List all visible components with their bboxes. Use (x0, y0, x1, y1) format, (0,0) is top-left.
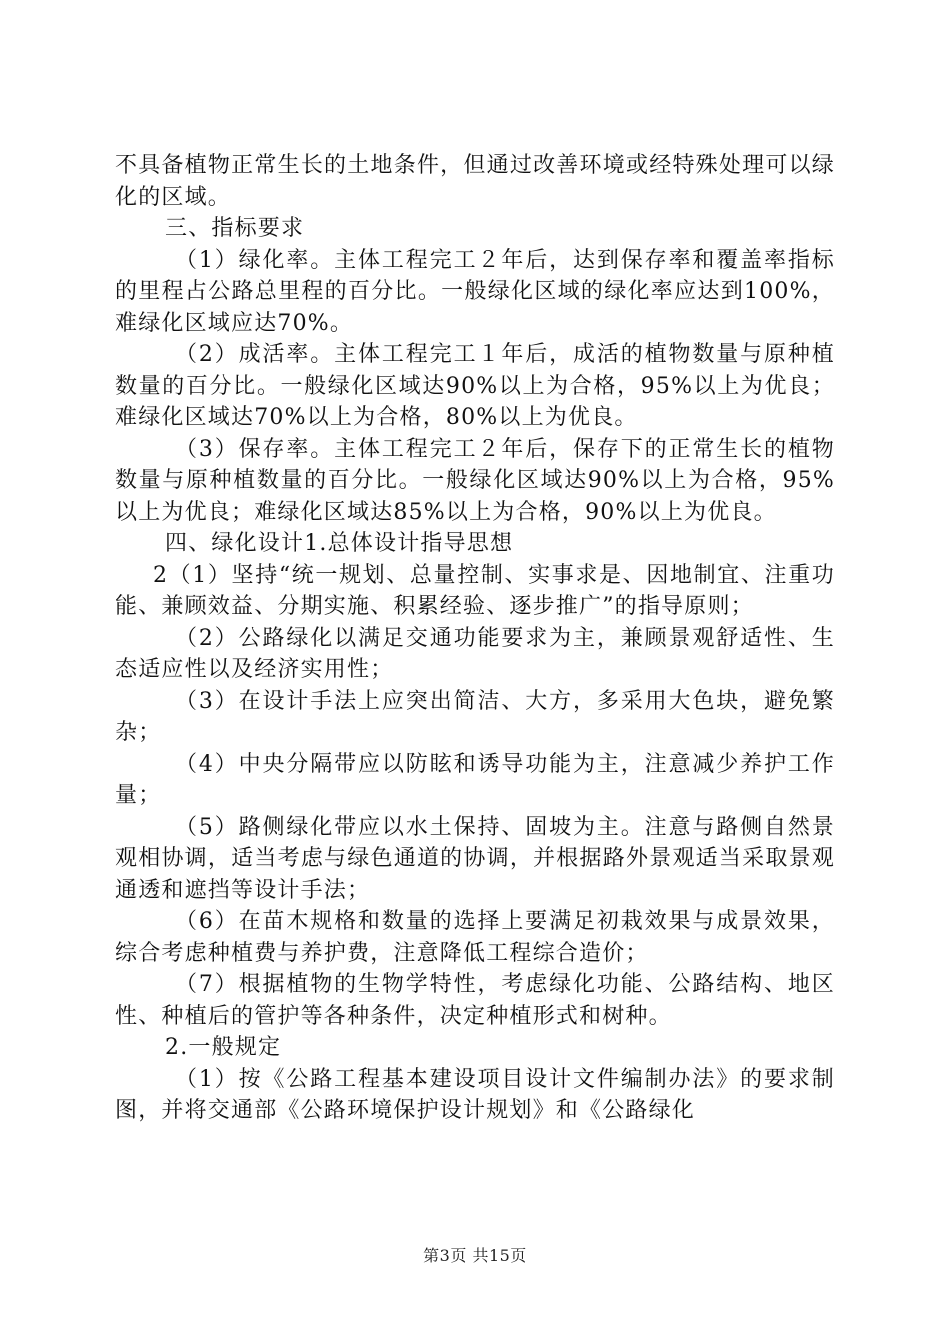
paragraph-continuation: 不具备植物正常生长的土地条件，但通过改善环境或经特殊处理可以绿化的区域。 (115, 153, 835, 210)
paragraph-survival-rate: （2）成活率。主体工程完工１年后，成活的植物数量与原种植数量的百分比。一般绿化区域达90%以上为合格，95%以上为优良；难绿化区域达70%以上为合格，80%以上为优良。 (115, 342, 835, 430)
section-heading-greening-design: 四、绿化设计1.总体设计指导思想 (165, 531, 514, 556)
page-number-footer: 第3页 共15页 (423, 1246, 527, 1265)
paragraph-design-technique: （3）在设计手法上应突出简洁、大方，多采用大色块，避免繁杂； (115, 688, 835, 745)
paragraph-median-strip: （4）中央分隔带应以防眩和诱导功能为主，注意减少养护工作量； (115, 751, 835, 808)
paragraph-roadside-belt: （5）路侧绿化带应以水土保持、固坡为主。注意与路侧自然景观相协调，适当考虑与绿色通道的协调，并根据路外景观适当采取景观通透和遮挡等设计手法； (115, 814, 835, 903)
paragraph-seedling-selection: （6）在苗木规格和数量的选择上要满足初栽效果与成景效果，综合考虑种植费与养护费，注意降低工程综合造价； (115, 909, 835, 966)
document-body (115, 150, 835, 1127)
paragraph-traffic-function: （2）公路绿化以满足交通功能要求为主，兼顾景观舒适性、生态适应性以及经济实用性； (115, 625, 835, 682)
section-heading-indicators: 三、指标要求 (165, 216, 305, 241)
paragraph-drawing-rules: （1）按《公路工程基本建设项目设计文件编制办法》的要求制图，并将交通部《公路环境保护设计规划》和《公路绿化 (115, 1066, 835, 1123)
paragraph-plant-characteristics: （7）根据植物的生物学特性，考虑绿化功能、公路结构、地区性、种植后的管护等各种条件，决定种植形式和树种。 (115, 972, 835, 1029)
paragraph-retention-rate: （3）保存率。主体工程完工２年后，保存下的正常生长的植物数量与原种植数量的百分比。一般绿化区域达90%以上为合格，95%以上为优良；难绿化区域达85%以上为合格，90%以上为优良。 (115, 436, 835, 525)
paragraph-greening-rate: （1）绿化率。主体工程完工２年后，达到保存率和覆盖率指标的里程占公路总里程的百分比。一般绿化区域的绿化率应达到100%，难绿化区域应达70%。 (115, 247, 835, 336)
subsection-heading-general-rules: 2.一般规定 (165, 1035, 282, 1060)
paragraph-guiding-principle: 2（1）坚持“统一规划、总量控制、实事求是、因地制宜、注重功能、兼顾效益、分期实施、积累经验、逐步推广”的指导原则； (115, 562, 835, 619)
